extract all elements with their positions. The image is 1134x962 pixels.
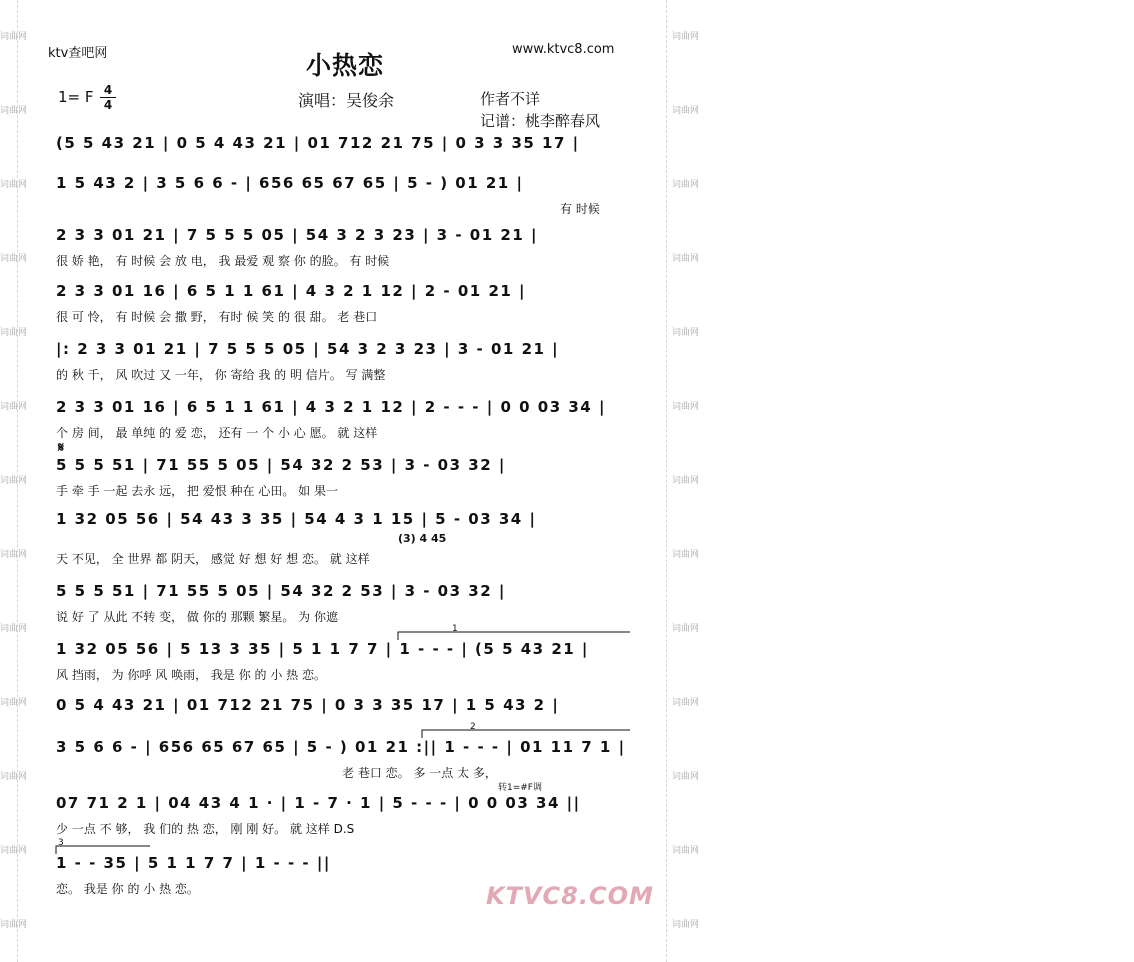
lyrics-line: 个 房 间， 最 单纯 的 爱 恋， 还有 一 个 小 心 愿。 就 这样 [56,426,378,440]
ktvc8-logo: KTVC8.COM [486,882,654,910]
segno-sign: 𝄋 [58,440,65,456]
notes-line: 1 5 43 2 | 3 5 6 6 - | 656 65 67 65 | 5 - ) 01 21 | [56,174,524,192]
key-signature: 1= F [58,88,94,106]
alternate-notes: (3) 4 45 [398,532,447,545]
lyrics-line: 天 不见， 全 世界 都 阴天， 感觉 好 想 好 想 恋。 就 这样 [56,552,370,566]
notes-line: 3 5 6 6 - | 656 65 67 65 | 5 - ) 01 21 :|| 1 - - - | 01 11 7 1 | [56,738,626,756]
notes-line: 2 3 3 01 16 | 6 5 1 1 61 | 4 3 2 1 12 | 2 - - - | 0 0 03 34 | [56,398,606,416]
volta-1-label: 1 [452,624,458,634]
volta-2-label: 2 [470,722,476,732]
site-name-left: ktv查吧网 [48,46,108,61]
lyrics-line: 老 巷口 恋。 多 一点 太 多， [342,766,497,780]
transcriber-credit: 记谱：桃李醉春风 [480,112,601,130]
notes-line: 1 32 05 56 | 5 13 3 35 | 5 1 1 7 7 | 1 - - - | (5 5 43 21 | [56,640,589,658]
lyrics-line: 手 牵 手 一起 去永 远， 把 爱恨 种在 心田。 如 果一 [56,484,338,498]
right-watermark: 词曲网 词曲网 词曲网 词曲网 词曲网 词曲网 词曲网 词曲网 词曲网 词曲网 词曲网 词曲网 词曲网 [672,31,700,930]
song-title: 小热恋 [306,51,385,80]
volta-3-label: 3 [58,838,64,848]
lyrics-line: 风 挡雨， 为 你呼 风 唤雨， 我是 你 的 小 热 恋。 [56,668,326,682]
singer-credit: 演唱：吴俊余 [298,91,395,110]
author-credit: 作者不详 [480,90,541,108]
volta-1-bracket [398,632,630,640]
lyrics-line: 很 可 怜， 有 时候 会 撒 野， 有时 候 笑 的 很 甜。 老 巷口 [56,310,378,324]
lyrics-line: 少 一点 不 够， 我 们的 热 恋， 刚 刚 好。 就 这样 D.S [56,822,355,836]
volta-3-bracket [56,846,150,854]
lyrics-line: 恋。 我是 你 的 小 热 恋。 [56,882,199,896]
lyrics-line: 很 娇 艳， 有 时候 会 放 电， 我 最爱 观 察 你 的脸。 有 时候 [56,254,390,268]
volta-2-bracket [422,730,630,738]
notes-line: 1 32 05 56 | 54 43 3 35 | 54 4 3 1 15 | 5 - 03 34 | [56,510,537,528]
site-url-right: www.ktvc8.com [512,42,615,57]
notes-line: 1 - - 35 | 5 1 1 7 7 | 1 - - - || [56,854,331,872]
modulation-note: 转1=#F调 [498,783,542,793]
notes-line: 07 71 2 1 | 04 43 4 1 · | 1 - 7 · 1 | 5 - - - | 0 0 03 34 || [56,794,581,812]
meter-top: 4 [103,83,113,97]
notes-line: 2 3 3 01 16 | 6 5 1 1 61 | 4 3 2 1 12 | 2 - 01 21 | [56,282,527,300]
notes-line: (5 5 43 21 | 0 5 4 43 21 | 01 712 21 75 | 0 3 3 35 17 | [56,134,580,152]
lyrics-line: 说 好 了 从此 不转 变， 做 你的 那颗 繁星。 为 你遮 [56,610,338,624]
left-watermark: 词曲网 词曲网 词曲网 词曲网 词曲网 词曲网 词曲网 词曲网 词曲网 词曲网 词曲网 词曲网 词曲网 [0,31,28,930]
notes-line: 5 5 5 51 | 71 55 5 05 | 54 32 2 53 | 3 - 03 32 | [56,582,506,600]
notes-line: 5 5 5 51 | 71 55 5 05 | 54 32 2 53 | 3 - 03 32 | [56,456,506,474]
notes-line: |: 2 3 3 01 21 | 7 5 5 5 05 | 54 3 2 3 23 | 3 - 01 21 | [56,340,560,358]
lyrics-line: 有 时候 [560,202,600,216]
notes-line: 2 3 3 01 21 | 7 5 5 5 05 | 54 3 2 3 23 | 3 - 01 21 | [56,226,538,244]
meter-bottom: 4 [103,98,113,112]
notes-line: 0 5 4 43 21 | 01 712 21 75 | 0 3 3 35 17 | 1 5 43 2 | [56,696,560,714]
lyrics-line: 的 秋 千， 风 吹过 又 一年， 你 寄给 我 的 明 信片。 写 满整 [56,368,386,382]
